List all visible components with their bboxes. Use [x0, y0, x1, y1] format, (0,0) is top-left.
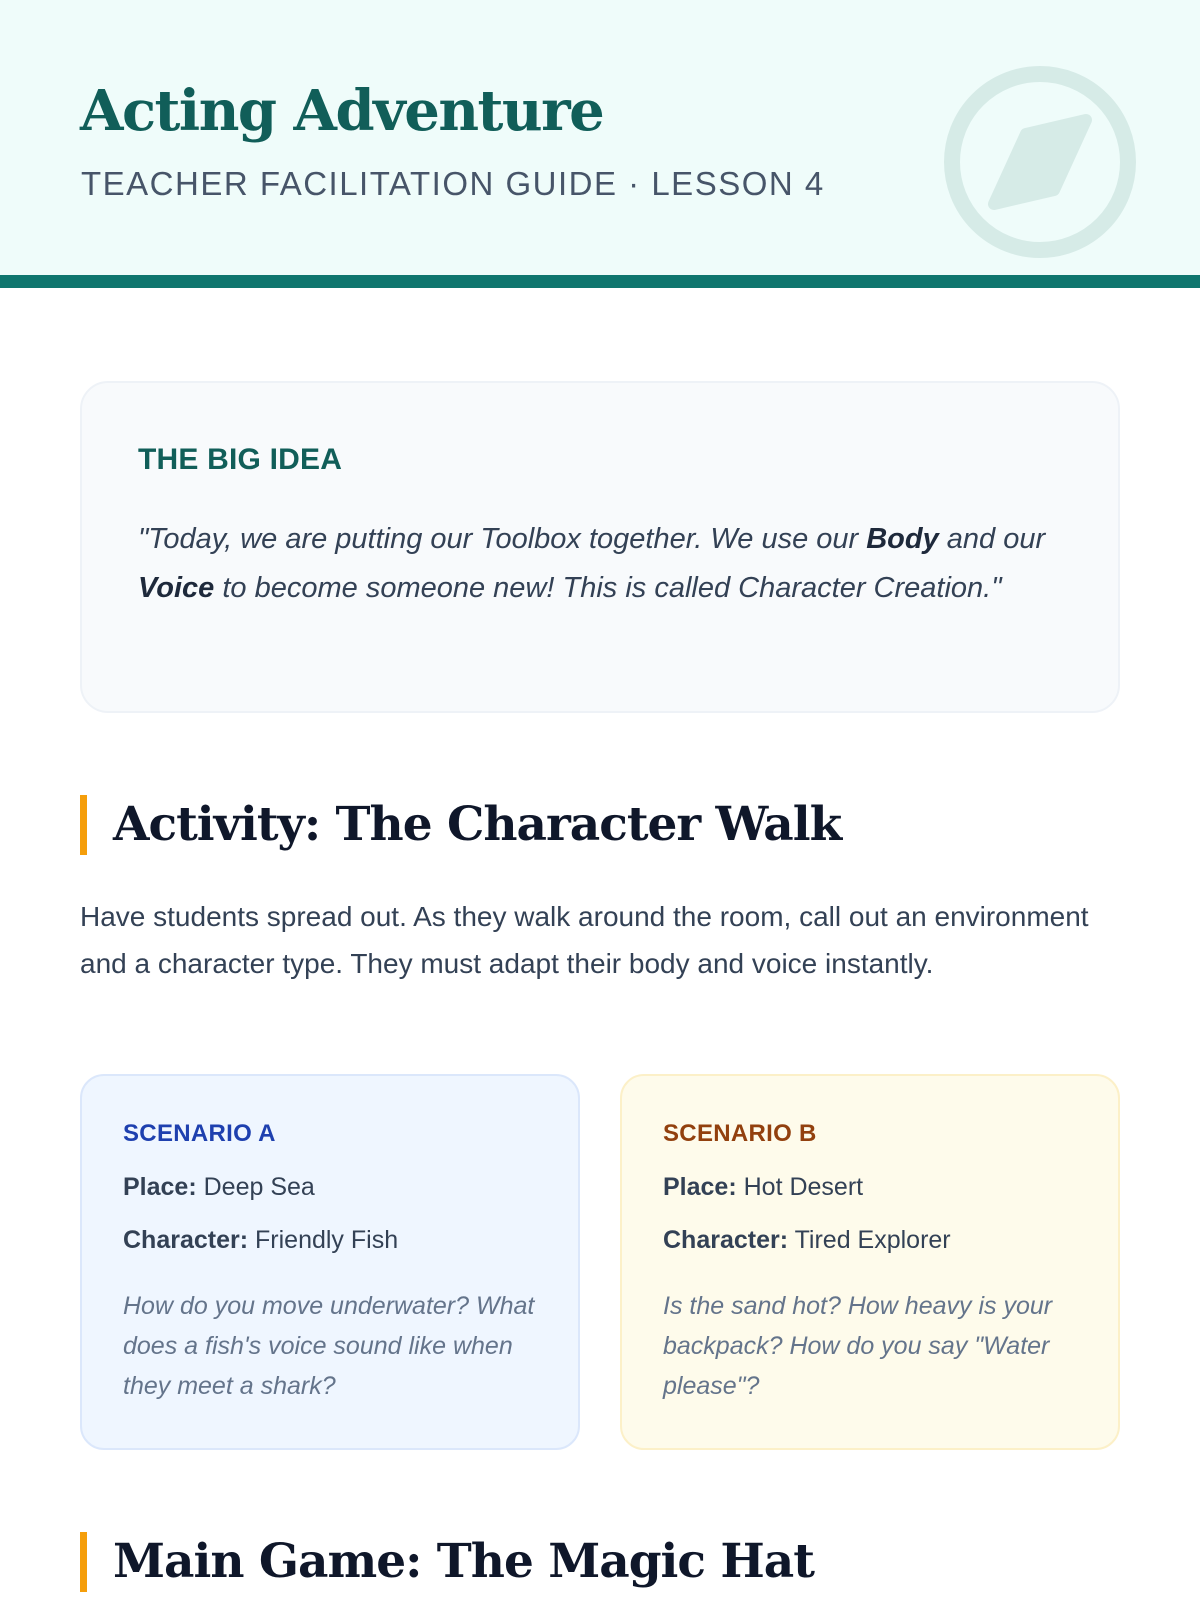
- big-idea-quote: [138, 515, 1058, 613]
- page-header: [0, 0, 1200, 288]
- page-title: Acting Adventure: [80, 78, 604, 144]
- activity-heading: Activity: The Character Walk: [80, 795, 841, 855]
- scenario-b-card: [620, 1074, 1120, 1450]
- big-idea-label: THE BIG IDEA: [138, 443, 343, 476]
- scenario-a-note: How do you move underwater? What does a fish's voice sound like when they meet a shark?: [123, 1292, 535, 1400]
- big-idea-card: [80, 381, 1120, 713]
- character-value: Tired Explorer: [794, 1226, 951, 1254]
- scenario-a-label: SCENARIO A: [123, 1120, 276, 1147]
- scenario-b-note: Is the sand hot? How heavy is your backpack? How do you say "Water please"?: [663, 1292, 1053, 1400]
- place-key: Place:: [123, 1173, 197, 1201]
- page-subtitle: TEACHER FACILITATION GUIDE · LESSON 4: [81, 165, 825, 202]
- quote-bold-voice: Voice: [138, 572, 215, 604]
- place-value: Deep Sea: [203, 1173, 315, 1201]
- quote-bold-body: Body: [866, 523, 939, 555]
- scenario-a-character: [123, 1224, 538, 1256]
- scenario-a-place: [123, 1171, 538, 1203]
- activity-description: Have students spread out. As they walk around the room, call out an environment and a character type. They must adapt their body and voice instantly.: [80, 901, 1089, 979]
- main-game-heading: Main Game: The Magic Hat: [80, 1532, 814, 1592]
- character-key: Character:: [123, 1226, 249, 1254]
- quote-text-end: to become someone new! This is called Character Creation.": [214, 572, 1002, 604]
- scenario-b-character: [663, 1224, 1078, 1256]
- scenario-b-place: [663, 1171, 1078, 1203]
- scenario-b-label: SCENARIO B: [663, 1120, 817, 1147]
- scenario-a-card: [80, 1074, 580, 1450]
- character-key: Character:: [663, 1226, 789, 1254]
- compass-icon: [940, 62, 1140, 262]
- quote-text-mid: and our: [938, 523, 1046, 555]
- place-key: Place:: [663, 1173, 737, 1201]
- place-value: Hot Desert: [743, 1173, 864, 1201]
- character-value: Friendly Fish: [255, 1226, 399, 1254]
- quote-text-start: "Today, we are putting our Toolbox together. We use our: [138, 523, 867, 555]
